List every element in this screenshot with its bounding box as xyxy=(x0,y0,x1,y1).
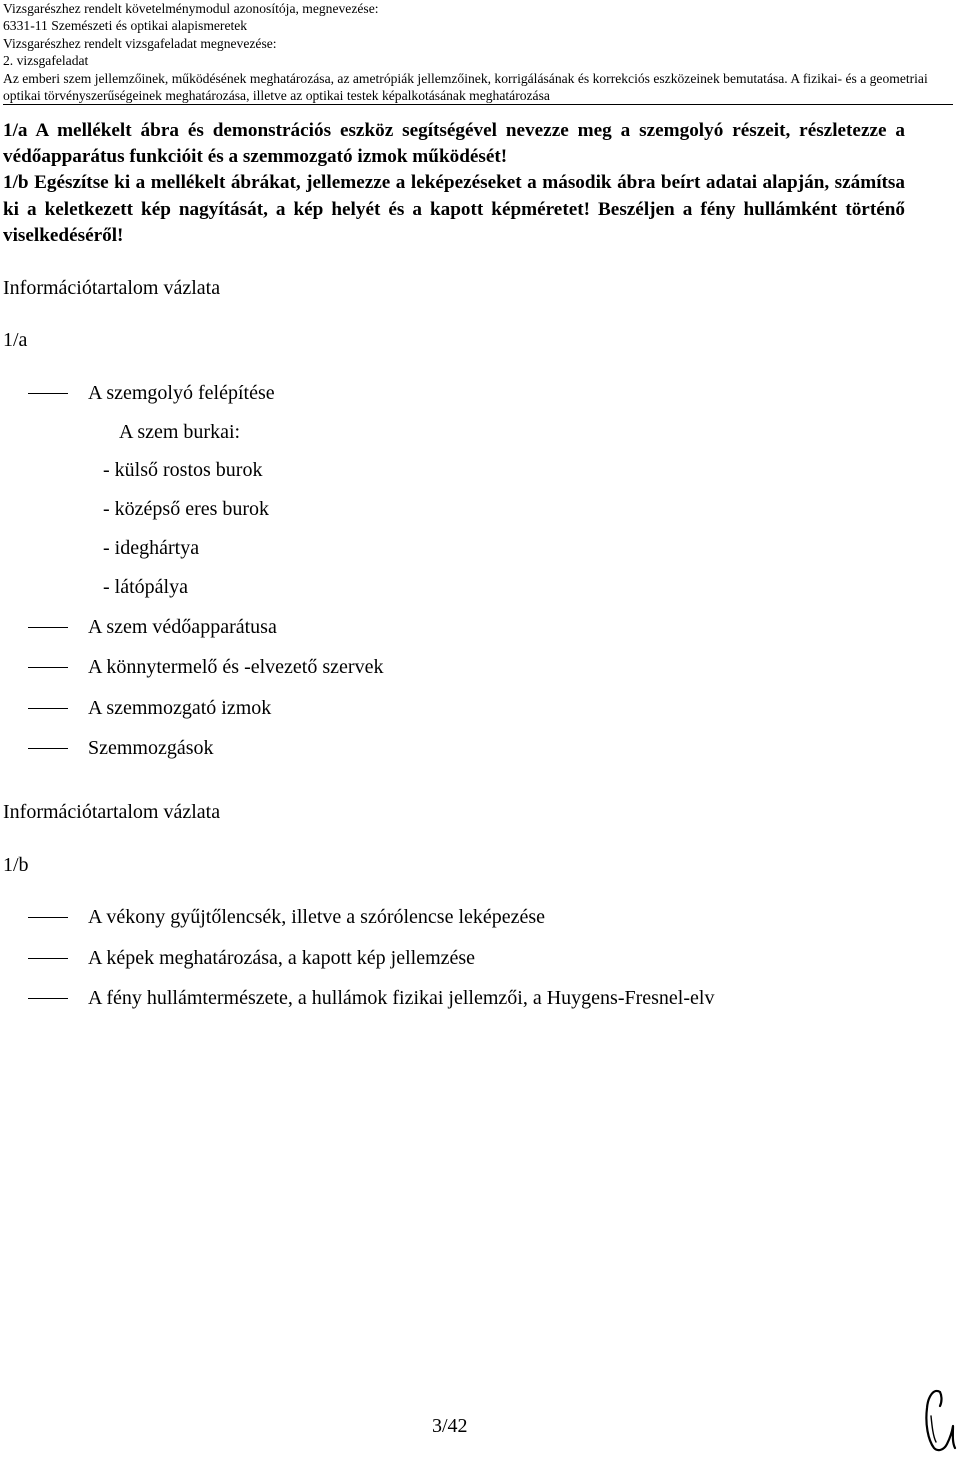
header-module-label: Vizsgarészhez rendelt követelménymodul azonosítója, megnevezése: xyxy=(3,1,379,16)
header-task-label: Vizsgarészhez rendelt vizsgafeladat megnevezése: xyxy=(3,35,277,51)
dash-bullet xyxy=(28,998,68,999)
header-module-name: 6331-11 Szemészeti és optikai alapismeretek xyxy=(3,18,248,34)
task-description xyxy=(3,118,905,249)
outline-a-heading: Információtartalom vázlata xyxy=(3,277,221,299)
dash-bullet xyxy=(28,748,68,749)
outline-a-sub-heading: A szem burkai: xyxy=(119,421,241,443)
page-number: 3/42 xyxy=(432,1415,468,1437)
outline-b-heading: Információtartalom vázlata xyxy=(3,801,221,823)
outline-a-item-eye-muscles: A szemmozgató izmok xyxy=(88,697,272,719)
outline-a-item-eye-movements: Szemmozgások xyxy=(88,737,214,759)
task-1a: 1/a A mellékelt ábra és demonstrációs eszköz segítségével nevezze meg a szemgolyó részeit, részletezze a védőapparátus funkcióit és a szemmozgató izmok működését! xyxy=(3,120,905,168)
header-task-number: 2. vizsgafeladat xyxy=(3,53,89,69)
dash-bullet xyxy=(28,393,68,394)
outline-a-sub-item: - látópálya xyxy=(103,576,188,598)
page-header xyxy=(3,0,953,104)
outline-a-sub-item: - ideghártya xyxy=(103,537,200,559)
outline-b-label: 1/b xyxy=(3,854,29,876)
handwritten-signature xyxy=(922,1386,958,1459)
dash-bullet xyxy=(28,667,68,668)
header-divider xyxy=(3,104,953,105)
outline-a-item-lacrimal-organs: A könnytermelő és -elvezető szervek xyxy=(88,656,384,678)
dash-bullet xyxy=(28,917,68,918)
outline-a-item-protective-apparatus: A szem védőapparátusa xyxy=(88,616,277,638)
task-1b: 1/b Egészítse ki a mellékelt ábrákat, jellemezze a leképezéseket a második ábra beírt adatai alapján, számítsa ki a keletkezett kép nagyítását, a kép helyét és a kapott képméretet! Beszéljen a fény hullámként történő viselkedéséről! xyxy=(3,172,905,246)
dash-bullet xyxy=(28,708,68,709)
outline-a-label: 1/a xyxy=(3,329,28,351)
dash-bullet xyxy=(28,958,68,959)
header-task-description: Az emberi szem jellemzőinek, működésének meghatározása, az ametrópiák jellemzőinek, korrigálásának és korrekciós eszközeinek bemutatása. A fizikai- és a geometriai optikai törvényszerűségeinek meghatározása, illetve az optikai testek képalkotásának meghatározása xyxy=(3,70,928,104)
outline-a-sub-item: - középső eres burok xyxy=(103,498,270,520)
outline-b-item-wave-nature: A fény hullámtermészete, a hullámok fizikai jellemzői, a Huygens-Fresnel-elv xyxy=(88,987,715,1009)
outline-b-item-image-determination: A képek meghatározása, a kapott kép jellemzése xyxy=(88,947,476,969)
dash-bullet xyxy=(28,627,68,628)
outline-a-sub-item: - külső rostos burok xyxy=(103,459,263,481)
signature-icon xyxy=(922,1386,958,1454)
outline-b-item-lens-imaging: A vékony gyűjtőlencsék, illetve a szórólencse leképezése xyxy=(88,906,546,928)
outline-a-item-eyeball-structure: A szemgolyó felépítése xyxy=(88,382,275,404)
